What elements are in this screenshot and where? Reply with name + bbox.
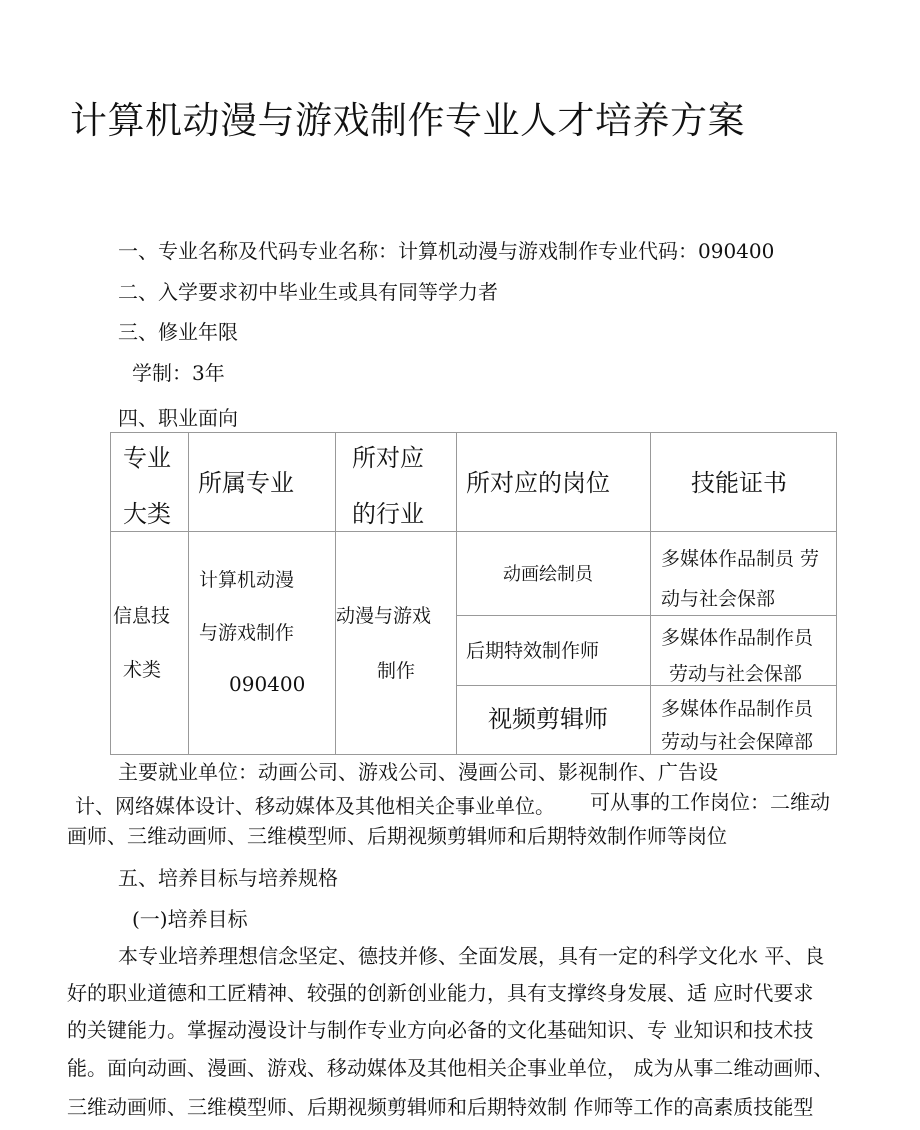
header-text: 的行业: [352, 500, 424, 528]
cell-certificate: [650, 615, 837, 686]
header-text: 所属专业: [198, 469, 294, 497]
section-3: 三、修业年限: [118, 320, 238, 344]
cell-position: [456, 685, 651, 755]
header-text: 所对应: [352, 444, 424, 472]
cell-text: 多媒体作品制作员: [661, 698, 814, 720]
cell-category: [110, 531, 189, 755]
cell-certificate: [650, 531, 837, 616]
cell-major: [188, 531, 336, 755]
section-2: 二、入学要求初中毕业生或具有同等学力者: [118, 280, 498, 304]
employment-line-2: 计、网络媒体设计、移动媒体及其他相关企事业单位。: [75, 794, 555, 818]
section-3-detail: 学制：3年: [132, 361, 225, 385]
header-text: 专业: [123, 444, 171, 472]
header-certificates: [650, 432, 837, 532]
cell-text: 与游戏制作: [199, 622, 295, 644]
cell-text: 动漫与游戏: [336, 605, 432, 627]
header-category: [110, 432, 189, 532]
employment-line-2b: 可从事的工作岗位：二维动: [590, 790, 830, 814]
document-title: 计算机动漫与游戏制作专业人才培养方案: [70, 99, 745, 142]
header-major: [188, 432, 336, 532]
cell-text: 090400: [229, 672, 306, 696]
paragraph-line: 三维动画师、三维模型师、后期视频剪辑师和后期特效制 作师等工作的高素质技能型: [67, 1095, 814, 1119]
cell-text: 视频剪辑师: [488, 705, 608, 733]
cell-industry: [335, 531, 457, 755]
cell-text: 信息技: [113, 605, 171, 627]
header-text: 所对应的岗位: [466, 469, 610, 497]
paragraph-line: 本专业培养理想信念坚定、德技并修、全面发展，具有一定的科学文化水 平、良: [118, 944, 825, 968]
header-text: 大类: [123, 500, 171, 528]
cell-text: 动画绘制员: [503, 564, 593, 585]
cell-text: 计算机动漫: [199, 569, 295, 591]
employment-line-1: 主要就业单位：动画公司、游戏公司、漫画公司、影视制作、广告设: [118, 760, 718, 784]
cell-text: 动与社会保部: [661, 588, 776, 610]
employment-line-3: 画师、三维动画师、三维模型师、后期视频剪辑师和后期特效制作师等岗位: [67, 824, 727, 848]
section-1: 一、专业名称及代码专业名称：计算机动漫与游戏制作专业代码：090400: [118, 239, 775, 263]
header-text: 技能证书: [691, 469, 787, 497]
paragraph-line: 好的职业道德和工匠精神、较强的创新创业能力，具有支撑终身发展、适 应时代要求: [67, 981, 814, 1005]
cell-position: [456, 615, 651, 686]
paragraph-line: 的关键能力。掌握动漫设计与制作专业方向必备的文化基础知识、专 业知识和技术技: [67, 1018, 814, 1042]
section-4: 四、职业面向: [118, 406, 238, 430]
cell-text: 后期特效制作师: [466, 640, 600, 662]
section-5: 五、培养目标与培养规格: [118, 866, 338, 890]
cell-text: 劳动与社会保部: [669, 663, 803, 685]
cell-text: 多媒体作品制员 劳: [661, 548, 820, 570]
cell-text: 术类: [123, 659, 162, 681]
cell-certificate: [650, 685, 837, 755]
paragraph-line: 能。面向动画、漫画、游戏、移动媒体及其他相关企事业单位， 成为从事二维动画师、: [67, 1056, 834, 1080]
cell-text: 劳动与社会保障部: [661, 731, 814, 753]
cell-position: [456, 531, 651, 616]
header-positions: [456, 432, 651, 532]
cell-text: 多媒体作品制作员: [661, 627, 814, 649]
header-industry: [335, 432, 457, 532]
cell-text: 制作: [377, 660, 416, 682]
section-5-1: (一)培养目标: [132, 907, 248, 931]
